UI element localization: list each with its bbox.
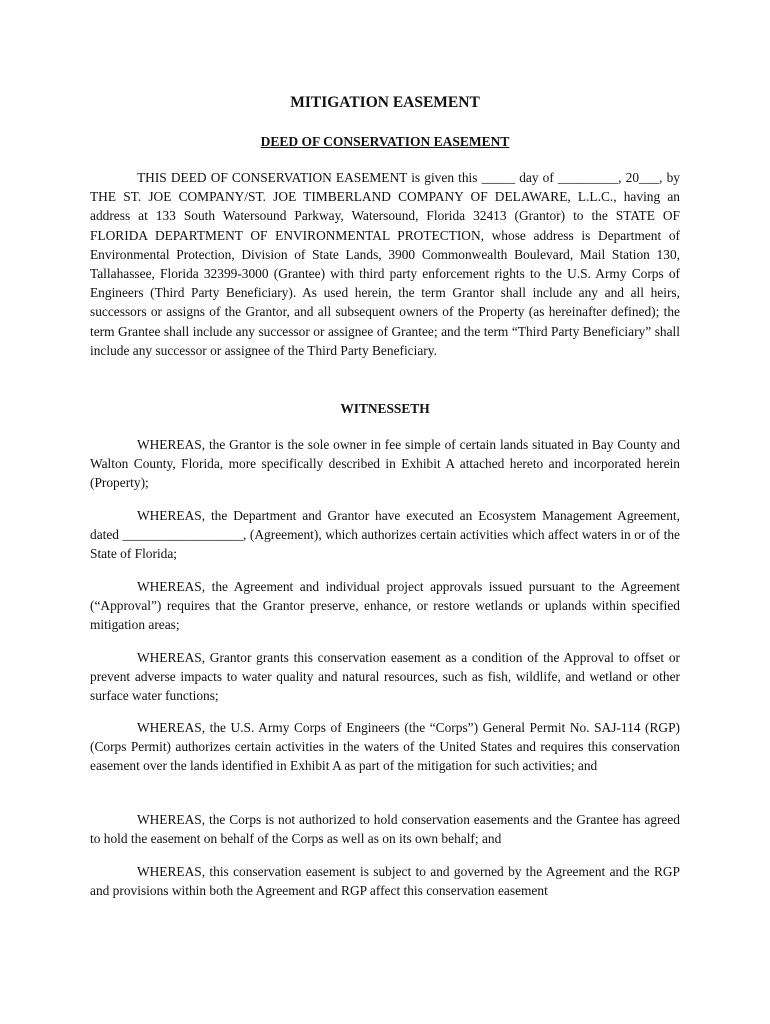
document-title: MITIGATION EASEMENT (290, 94, 480, 111)
whereas-paragraph-6: WHEREAS, the Corps is not authorized to hold conservation easements and the Grantee has agreed to hold the easement on behalf of the Corps as well as on its own behalf; and (90, 812, 680, 847)
whereas-paragraph-7: WHEREAS, this conservation easement is subject to and governed by the Agreement and the RGP and provisions within both the Agreement and RGP affect this conservation easement (90, 864, 680, 899)
document-subtitle: DEED OF CONSERVATION EASEMENT (260, 134, 510, 149)
whereas-paragraph-2: WHEREAS, the Department and Grantor have executed an Ecosystem Management Agreement, dated __________________, (Agreement), which authorizes certain activities which affect waters in or of the State of Florida; (90, 508, 680, 562)
whereas-paragraph-1: WHEREAS, the Grantor is the sole owner in fee simple of certain lands situated in Bay County and Walton County, Florida, more specifically described in Exhibit A attached hereto and incorporated herein (Property); (90, 437, 680, 491)
whereas-paragraph-3: WHEREAS, the Agreement and individual project approvals issued pursuant to the Agreement (“Approval”) requires that the Grantor preserve, enhance, or restore wetlands or uplands within specified mitigation areas; (90, 579, 680, 633)
whereas-paragraph-4: WHEREAS, Grantor grants this conservation easement as a condition of the Approval to offset or prevent adverse impacts to water quality and natural resources, such as fish, wildlife, and wetland or other surface water functions; (90, 650, 680, 704)
intro-paragraph: THIS DEED OF CONSERVATION EASEMENT is given this _____ day of _________, 20___, by THE ST. JOE COMPANY/ST. JOE TIMBERLAND COMPANY OF DELAWARE, L.L.C., having an address at 133 South Watersound Parkway, Watersound, Florida 32413 (Grantor) to the STATE OF FLORIDA DEPARTMENT OF ENVIRONMENTAL PROTECTION, whose address is Department of Environmental Protection, Division of State Lands, 3900 Commonwealth Boulevard, Mail Station 130, Tallahassee, Florida 32399-3000 (Grantee) with third party enforcement rights to the U.S. Army Corps of Engineers (Third Party Beneficiary). As used herein, the term Grantor shall include any and all heirs, successors or assigns of the Grantor, and all subsequent owners of the Property (as hereinafter defined); the term Grantee shall include any successor or assignee of Grantee; and the term “Third Party Beneficiary” shall include any successor or assignee of the Third Party Beneficiary. (90, 170, 680, 358)
witnesseth-heading: WITNESSETH (340, 401, 430, 416)
whereas-paragraph-5: WHEREAS, the U.S. Army Corps of Engineers (the “Corps”) General Permit No. SAJ-114 (RGP) (Corps Permit) authorizes certain activities in the waters of the United States and requires this conservation easement over the lands identified in Exhibit A as part of the mitigation for such activities; and (90, 720, 680, 774)
